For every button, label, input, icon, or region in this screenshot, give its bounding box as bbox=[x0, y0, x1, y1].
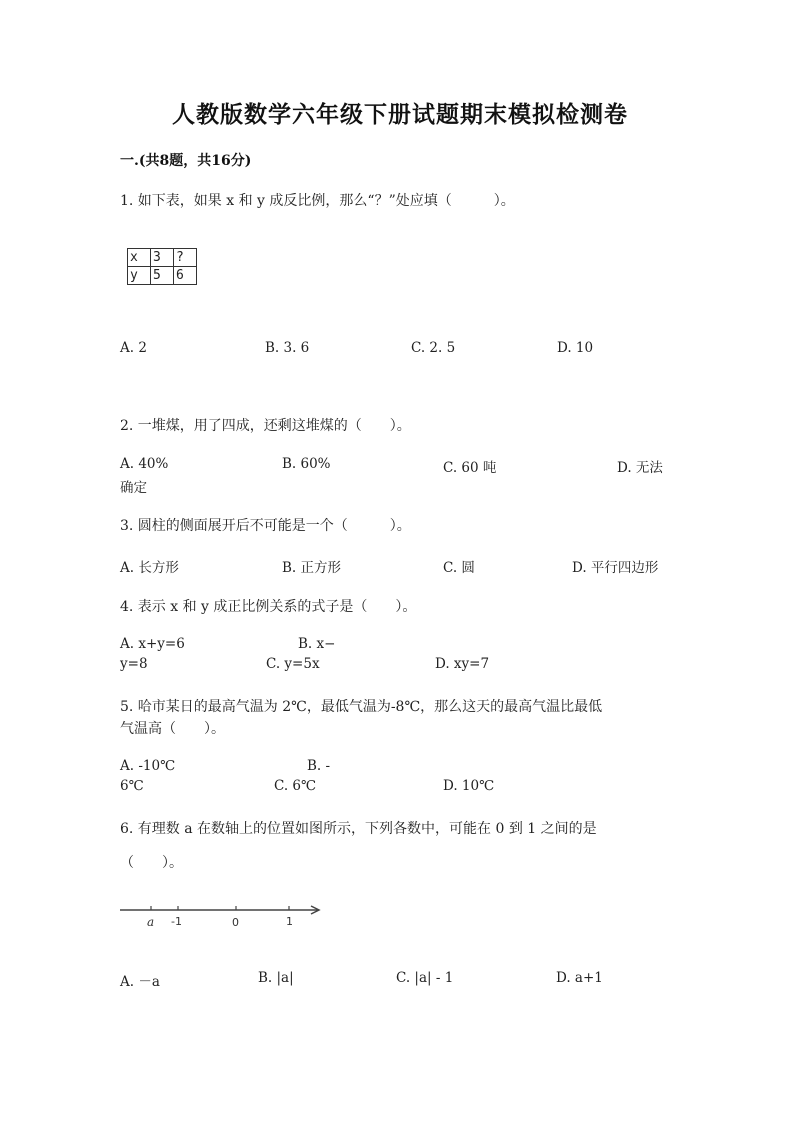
q6-option-b: B. |a| bbox=[258, 970, 294, 986]
section-heading: 一.(共8题，共16分) bbox=[120, 153, 252, 169]
q3-option-a: A. 长方形 bbox=[120, 560, 179, 576]
q6-option-d: D. a+1 bbox=[556, 970, 603, 986]
q6-option-c: C. |a| - 1 bbox=[396, 970, 454, 986]
table-cell: 6 bbox=[174, 267, 197, 285]
q4-option-d: D. xy=7 bbox=[435, 656, 490, 672]
table-cell: 5 bbox=[151, 267, 174, 285]
table-row bbox=[128, 249, 197, 267]
label-minus-one: -1 bbox=[171, 915, 182, 928]
table-cell: x bbox=[128, 249, 151, 267]
number-line-diagram bbox=[118, 898, 328, 932]
table-row bbox=[128, 267, 197, 285]
q2-option-d-continued: 确定 bbox=[120, 480, 147, 496]
table-cell: 3 bbox=[151, 249, 174, 267]
question-6-text-continued: （ ）。 bbox=[120, 855, 183, 871]
q3-option-d: D. 平行四边形 bbox=[572, 560, 659, 576]
question-4-text: 4. 表示 x 和 y 成正比例关系的式子是（ ）。 bbox=[120, 599, 417, 615]
q4-option-c: C. y=5x bbox=[266, 656, 320, 672]
q5-option-b: B. - bbox=[307, 758, 331, 774]
xy-table bbox=[127, 248, 197, 285]
q1-option-a: A. 2 bbox=[120, 340, 147, 356]
question-2-text: 2. 一堆煤，用了四成，还剩这堆煤的（ ）。 bbox=[120, 418, 411, 434]
q4-option-a: A. x+y=6 bbox=[120, 636, 185, 652]
label-one: 1 bbox=[286, 915, 293, 928]
question-1-text: 1. 如下表，如果 x 和 y 成反比例，那么“？”处应填（ ）。 bbox=[120, 193, 515, 209]
table-cell: ? bbox=[174, 249, 197, 267]
table-cell: y bbox=[128, 267, 151, 285]
label-zero: 0 bbox=[232, 916, 239, 929]
q5-option-a: A. -10℃ bbox=[120, 758, 176, 774]
q5-option-d: D. 10℃ bbox=[443, 778, 495, 794]
q3-option-c: C. 圆 bbox=[443, 560, 475, 576]
q2-option-b: B. 60% bbox=[282, 456, 331, 472]
q1-option-b: B. 3. 6 bbox=[265, 340, 310, 356]
question-5-text-continued: 气温高（ ）。 bbox=[120, 721, 225, 737]
label-a: a bbox=[147, 915, 155, 929]
question-3-text: 3. 圆柱的侧面展开后不可能是一个（ ）。 bbox=[120, 518, 411, 534]
q1-option-c: C. 2. 5 bbox=[411, 340, 456, 356]
question-6-text: 6. 有理数 a 在数轴上的位置如图所示，下列各数中，可能在 0 到 1 之间的是 bbox=[120, 821, 597, 837]
q2-option-c: C. 60 吨 bbox=[443, 460, 497, 476]
q5-option-c: C. 6℃ bbox=[274, 778, 317, 794]
q4-option-b-continued: y=8 bbox=[120, 656, 148, 672]
q1-option-d: D. 10 bbox=[557, 340, 594, 356]
q2-option-d: D. 无法 bbox=[617, 460, 663, 476]
q4-option-b: B. x− bbox=[298, 636, 336, 652]
q2-option-a: A. 40% bbox=[120, 456, 169, 472]
question-5-text: 5. 哈市某日的最高气温为 2℃，最低气温为-8℃，那么这天的最高气温比最低 bbox=[120, 699, 603, 715]
q5-option-b-continued: 6℃ bbox=[120, 778, 144, 794]
page-title: 人教版数学六年级下册试题期末模拟检测卷 bbox=[172, 101, 628, 128]
q3-option-b: B. 正方形 bbox=[282, 560, 342, 576]
q6-option-a: A. －a bbox=[120, 974, 160, 990]
